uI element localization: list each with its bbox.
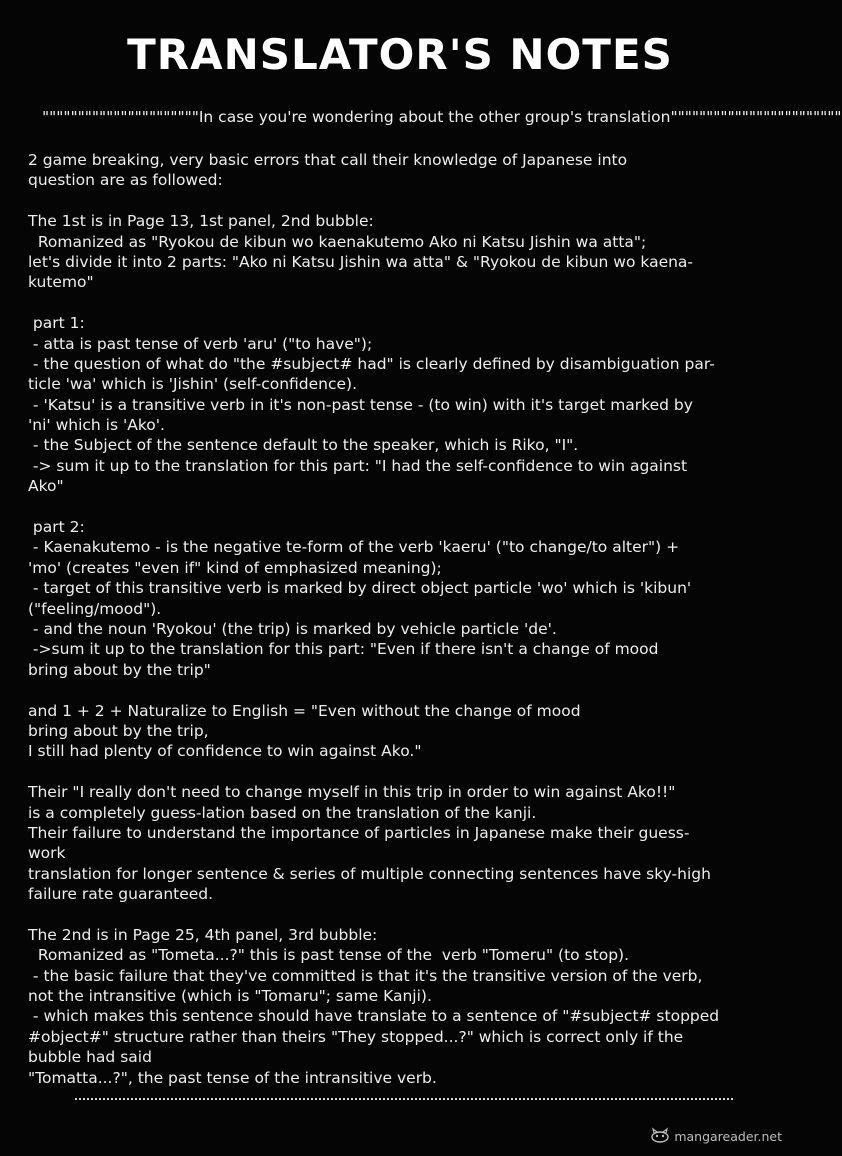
- text-line: kutemo": [28, 273, 94, 292]
- text-line: part 2:: [28, 518, 85, 537]
- text-line: - which makes this sentence should have translate to a sentence of "#subject# stopped: [28, 1007, 720, 1026]
- blank-line: [28, 680, 780, 700]
- text-line: - the Subject of the sentence default to the speaker, which is Riko, "I".: [28, 436, 579, 455]
- text-line: The 1st is in Page 13, 1st panel, 2nd bubble:: [28, 212, 374, 231]
- text-line: part 1:: [28, 314, 85, 333]
- text-line: and 1 + 2 + Naturalize to English = "Even without the change of mood: [28, 701, 581, 720]
- text-line: - the question of what do "the #subject# had" is clearly defined by disambiguation par-: [28, 354, 715, 373]
- text-line: 'mo' (creates "even if" kind of emphasized meaning);: [28, 558, 442, 577]
- watermark-text: mangareader.net: [674, 1128, 782, 1144]
- text-line: - target of this transitive verb is marked by direct object particle 'wo' which is 'kibun': [28, 579, 692, 598]
- footer-divider: [75, 1098, 733, 1100]
- text-line: - the basic failure that they've committed is that it's the transitive version of the verb,: [28, 966, 703, 985]
- text-line: work: [28, 844, 66, 863]
- blank-line: [28, 904, 780, 924]
- text-line: -> sum it up to the translation for this part: "I had the self-confidence to win against: [28, 456, 688, 475]
- text-line: ("feeling/mood").: [28, 599, 162, 618]
- subheading: """"""""""""""""""""""In case you're wondering about the other group's translation"""""""""""""""""""""""": [42, 108, 842, 126]
- text-line: 'ni' which is 'Ako'.: [28, 416, 165, 435]
- mangareader-logo-icon: [650, 1128, 670, 1144]
- text-line: - Kaenakutemo - is the negative te-form of the verb 'kaeru' ("to change/to alter") +: [28, 538, 680, 557]
- text-line: not the intransitive (which is "Tomaru"; same Kanji).: [28, 987, 432, 1006]
- blank-line: [28, 293, 780, 313]
- page-title: TRANSLATOR'S NOTES: [127, 30, 673, 79]
- text-line: is a completely guess-lation based on the translation of the kanji.: [28, 803, 537, 822]
- text-line: Their failure to understand the importance of particles in Japanese make their guess-: [28, 823, 690, 842]
- blank-line: [28, 762, 780, 782]
- text-line: question are as followed:: [28, 171, 223, 190]
- text-line: ticle 'wa' which is 'Jishin' (self-confidence).: [28, 375, 358, 394]
- watermark: [650, 1128, 782, 1144]
- text-line: failure rate guaranteed.: [28, 885, 214, 904]
- text-line: - atta is past tense of verb 'aru' ("to have");: [28, 334, 373, 353]
- text-line: Romanized as "Tometa...?" this is past tense of the verb "Tomeru" (to stop).: [28, 946, 630, 965]
- text-line: The 2nd is in Page 25, 4th panel, 3rd bubble:: [28, 925, 378, 944]
- text-line: bubble had said: [28, 1048, 152, 1067]
- text-line: - and the noun 'Ryokou' (the trip) is marked by vehicle particle 'de'.: [28, 619, 557, 638]
- notes-body: [28, 150, 780, 1088]
- text-line: #object#" structure rather than theirs "They stopped...?" which is correct only if the: [28, 1027, 684, 1046]
- text-line: translation for longer sentence & series of multiple connecting sentences have sky-high: [28, 864, 711, 883]
- text-line: bring about by the trip": [28, 660, 211, 679]
- text-line: Romanized as "Ryokou de kibun wo kaenakutemo Ako ni Katsu Jishin wa atta";: [28, 232, 647, 251]
- text-line: Ako": [28, 477, 64, 496]
- text-line: "Tomatta...?", the past tense of the intransitive verb.: [28, 1068, 437, 1087]
- text-line: - 'Katsu' is a transitive verb in it's non-past tense - (to win) with it's target marked by: [28, 395, 693, 414]
- blank-line: [28, 191, 780, 211]
- text-line: I still had plenty of confidence to win against Ako.": [28, 742, 422, 761]
- text-line: let's divide it into 2 parts: "Ako ni Katsu Jishin wa atta" & "Ryokou de kibun wo kaena-: [28, 252, 694, 271]
- text-line: ->sum it up to the translation for this part: "Even if there isn't a change of mood: [28, 640, 659, 659]
- blank-line: [28, 497, 780, 517]
- text-line: 2 game breaking, very basic errors that call their knowledge of Japanese into: [28, 151, 628, 169]
- text-line: bring about by the trip,: [28, 721, 209, 740]
- text-line: Their "I really don't need to change myself in this trip in order to win against Ako!!": [28, 783, 676, 802]
